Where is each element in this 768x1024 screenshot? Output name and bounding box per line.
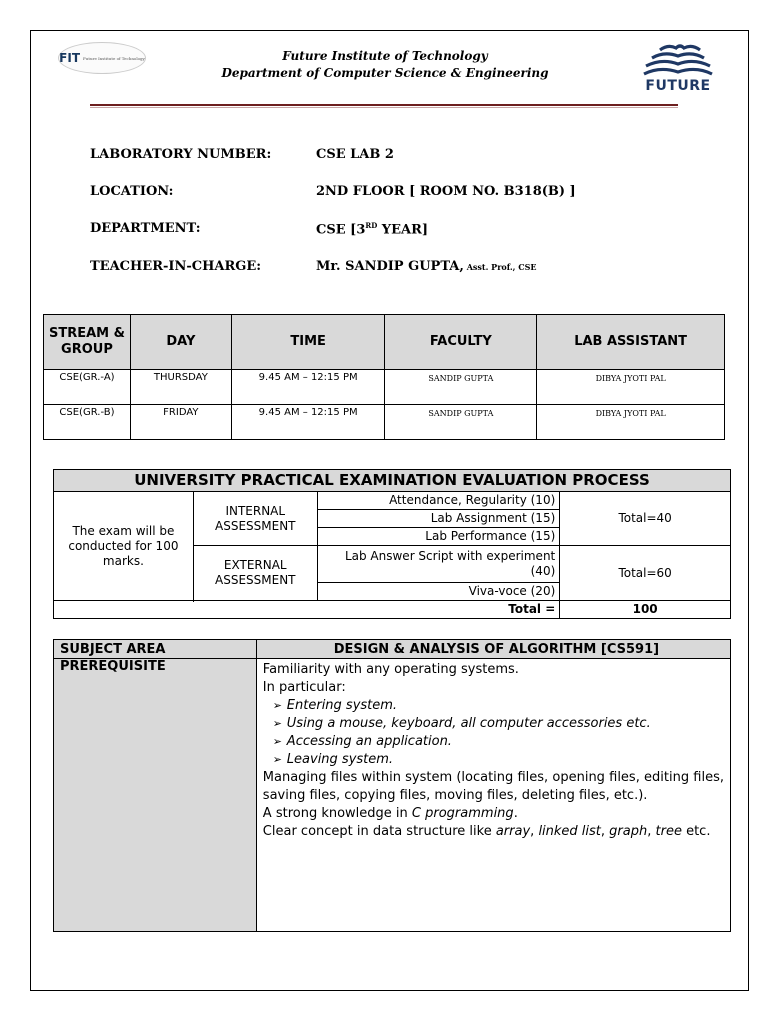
external-criterion: Viva-voce (20)	[317, 583, 560, 601]
day-cell: FRIDAY	[130, 405, 231, 440]
text-run-italic: tree	[655, 824, 682, 839]
time-cell: 9.45 AM – 12:15 PM	[231, 370, 385, 405]
list-item	[263, 733, 724, 751]
external-assessment-label: EXTERNAL ASSESSMENT	[193, 546, 317, 601]
list-item	[263, 697, 724, 715]
prerequisite-label: PREREQUISITE	[54, 659, 257, 932]
arrow-bullet-icon: ➢	[272, 753, 283, 766]
fit-logo-brand: FIT	[59, 51, 81, 65]
schedule-header-faculty: FACULTY	[385, 315, 537, 370]
lab-assistant-cell: DIBYA JYOTI PAL	[537, 370, 725, 405]
subject-table	[53, 639, 731, 932]
schedule-header-stream: STREAM & GROUP	[44, 315, 131, 370]
time-cell: 9.45 AM – 12:15 PM	[231, 405, 385, 440]
faculty-cell: SANDIP GUPTA	[385, 370, 537, 405]
future-logo	[638, 40, 718, 98]
prerequisite-paragraph	[263, 805, 724, 823]
list-item	[263, 715, 724, 733]
text-run-italic: C programming	[411, 806, 514, 821]
header-text	[200, 48, 570, 82]
grand-total-label: Total =	[54, 601, 560, 619]
future-logo-text: FUTURE	[645, 78, 711, 94]
schedule-header-row	[44, 315, 725, 370]
text-run: ,	[647, 824, 656, 839]
location-value: 2ND FLOOR [ ROOM NO. B318(B) ]	[316, 184, 576, 199]
internal-total: Total=40	[560, 492, 731, 546]
department-value-pre: CSE [3	[316, 222, 366, 238]
department-value-sup: RD	[365, 221, 378, 230]
internal-criterion: Attendance, Regularity (10)	[317, 492, 560, 510]
department-name: Department of Computer Science & Engineering	[221, 66, 549, 80]
fit-logo-caption: Future Institute of Technology	[83, 55, 145, 61]
schedule-header-lab-assistant: LAB ASSISTANT	[537, 315, 725, 370]
text-run-italic: array	[495, 824, 531, 839]
arrow-bullet-icon: ➢	[272, 735, 283, 748]
text-run-italic: linked list	[538, 824, 601, 839]
header-divider	[90, 104, 678, 106]
text-run: etc.	[681, 824, 711, 839]
prerequisite-line: In particular:	[262, 680, 346, 695]
internal-criterion: Lab Performance (15)	[317, 528, 560, 546]
exam-title: UNIVERSITY PRACTICAL EXAMINATION EVALUATION PROCESS	[54, 470, 731, 492]
prerequisite-content	[256, 659, 730, 932]
text-run: .	[513, 806, 518, 821]
department-label: DEPARTMENT:	[90, 221, 201, 236]
lab-assistant-cell: DIBYA JYOTI PAL	[537, 405, 725, 440]
table-row	[44, 405, 725, 440]
prerequisite-paragraph	[263, 823, 724, 841]
location-label: LOCATION:	[90, 184, 174, 199]
external-total: Total=60	[560, 546, 731, 601]
exam-evaluation-table	[53, 469, 731, 619]
teacher-title: Asst. Prof., CSE	[463, 262, 537, 272]
stream-cell: CSE(GR.-B)	[44, 405, 131, 440]
text-run: ,	[600, 824, 610, 839]
teacher-name: Mr. SANDIP GUPTA,	[316, 259, 464, 274]
internal-assessment-label: INTERNAL ASSESSMENT	[193, 492, 317, 546]
list-item-text: Leaving system.	[286, 752, 394, 767]
list-item-text: Entering system.	[286, 698, 398, 713]
list-item-text: Accessing an application.	[286, 734, 452, 749]
schedule-header-time: TIME	[231, 315, 385, 370]
schedule-table	[43, 314, 725, 440]
fit-logo	[58, 42, 146, 74]
stream-cell: CSE(GR.-A)	[44, 370, 131, 405]
table-row	[44, 370, 725, 405]
list-item-text: Using a mouse, keyboard, all computer accessories etc.	[286, 716, 651, 731]
exam-intro: The exam will be conducted for 100 marks.	[54, 492, 194, 601]
prerequisite-line: Familiarity with any operating systems.	[262, 662, 519, 677]
text-run: A strong knowledge in	[262, 806, 412, 821]
header-divider-secondary	[90, 107, 678, 108]
schedule-header-day: DAY	[130, 315, 231, 370]
external-criterion: Lab Answer Script with experiment (40)	[317, 546, 560, 583]
day-cell: THURSDAY	[130, 370, 231, 405]
lab-number-label: LABORATORY NUMBER:	[90, 147, 272, 162]
prerequisite-paragraph: Managing files within system (locating files, opening files, editing files, saving files, copying files, moving files, deleting files, etc.).	[262, 770, 724, 803]
teacher-label: TEACHER-IN-CHARGE:	[90, 259, 262, 274]
faculty-cell: SANDIP GUPTA	[385, 405, 537, 440]
future-logo-waves-icon	[638, 40, 718, 80]
lab-number-value: CSE LAB 2	[316, 147, 394, 162]
department-value	[316, 221, 428, 237]
department-value-post: YEAR]	[377, 222, 429, 238]
internal-criterion: Lab Assignment (15)	[317, 510, 560, 528]
text-run: Clear concept in data structure like	[262, 824, 496, 839]
institute-name: Future Institute of Technology	[282, 49, 488, 63]
text-run: ,	[530, 824, 539, 839]
arrow-bullet-icon: ➢	[272, 699, 283, 712]
text-run-italic: graph	[609, 824, 648, 839]
grand-total-value: 100	[560, 601, 731, 619]
list-item	[263, 751, 724, 769]
subject-area-label: SUBJECT AREA	[54, 640, 257, 659]
teacher-value	[316, 259, 537, 274]
arrow-bullet-icon: ➢	[272, 717, 283, 730]
subject-area-value: DESIGN & ANALYSIS OF ALGORITHM [CS591]	[256, 640, 730, 659]
